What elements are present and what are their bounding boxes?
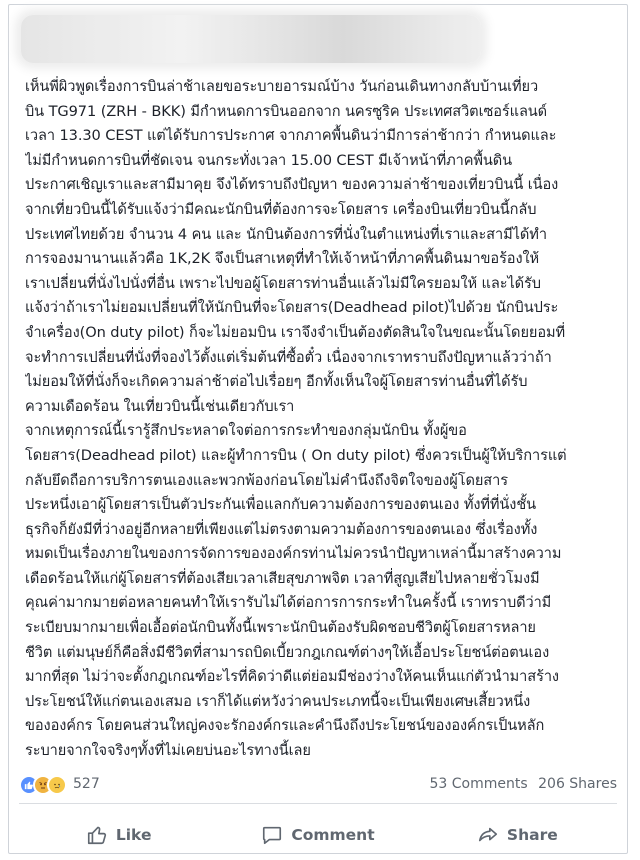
post-text-line: ประเทศไทยด้วย จำนวน 4 คน และ นักบินต้องการที่นั่งในตำแหน่งที่เราและสามีได้ทำ	[25, 225, 547, 243]
post-text-line: จากเที่ยวบินนี้ได้รับแจ้งว่ามีคณะนักบินที่ต้องการจะโดยสาร เครื่องบินเที่ยวบินนี้กลับ	[25, 200, 537, 218]
sad-reaction-icon[interactable]	[47, 775, 67, 795]
post-text-line: เราเปลี่ยนที่นั่งไปนั่งที่อื่น เพราะไปขอผู้โดยสารท่านอื่นแล้วไม่มีใครยอมให้ และได้รับ	[25, 274, 541, 292]
thumbs-up-icon	[86, 824, 108, 846]
post-text-line: หมดเป็นเรื่องภายในของการจัดการขององค์กรท่านไม่ควรนำปัญหาเหล่านี้มาสร้างความ	[25, 545, 562, 563]
post-actions	[19, 817, 617, 853]
post-text-line: การจองมานานแล้วคือ 1K,2K จึงเป็นสาเหตุที่ทำให้เจ้าหน้าที่ภาคพื้นดินมาขอร้องให้	[25, 250, 540, 268]
comment-count[interactable]: 53 Comments	[429, 776, 528, 792]
comment-button[interactable]	[218, 817, 417, 853]
post-text-line: ระเบียบมากมายเพื่อเอื้อต่อนักบินทั้งนี้เพราะนักบินต้องรับผิดชอบชีวิตผู้โดยสารหลาย	[25, 619, 536, 637]
post-text-line: กลับยึดถือการบริการตนเองและพวกพ้องก่อนโดยไม่คำนึงถึงจิตใจของผู้โดยสาร	[25, 471, 508, 489]
share-count[interactable]: 206 Shares	[538, 776, 617, 792]
like-button[interactable]	[19, 817, 218, 853]
post-text-line: ประหนึ่งเอาผู้โดยสารเป็นตัวประกันเพื่อแลกกับความต้องการของตนเอง ทั้งที่ที่นั่งชั้น	[25, 496, 536, 514]
post-card	[8, 4, 628, 854]
share-arrow-icon	[477, 824, 499, 846]
blurred-author-header	[21, 15, 481, 63]
post-text-line: เวลา 13.30 CEST แต่ได้รับการประกาศ จากภาคพื้นดินว่ามีการล่าช้ากว่า กำหนดและ	[25, 127, 557, 145]
reaction-count[interactable]: 527	[73, 776, 100, 792]
post-text-line: โดยสาร(Deadhead pilot) และผู้ทำการบิน ( On duty pilot) ซึ่งควรเป็นผู้ให้บริการแต่	[25, 446, 567, 464]
share-button[interactable]	[418, 817, 617, 853]
like-label: Like	[115, 826, 152, 844]
divider	[19, 803, 617, 804]
post-text-line: ธุรกิจก็ยังมีที่ว่างอยู่อีกหลายที่เพียงแต่ไม่ตรงตามความต้องการของตนเอง ซึ่งเรื่องทั้ง	[25, 520, 538, 538]
post-text-line: ชีวิต แต่มนุษย์ก็คือสิ่งมีชีวิตที่สามารถบิดเบี้ยวกฎเกณฑ์ต่างๆให้เอื้อประโยชน์ต่อตนเอง	[25, 643, 550, 661]
post-text-line: ไม่มีกำหนดการบินที่ชัดเจน จนกระทั่งเวลา 15.00 CEST มีเจ้าหน้าที่ภาคพื้นดิน	[25, 151, 513, 169]
post-text-line: แจ้งว่าถ้าเราไม่ยอมเปลี่ยนที่ให้นักบินที่จะโดยสาร(Deadhead pilot)ไปด้วย นักบินประ	[25, 299, 559, 317]
post-text-line: บิน TG971 (ZRH - BKK) มีกำหนดการบินออกจาก นครซูริค ประเทศสวิตเซอร์แลนด์	[25, 102, 548, 120]
post-text-line: ประกาศเชิญเราและสามีมาคุย จึงได้ทราบถึงปัญหา ของความล่าช้าของเที่ยวบินนี้ เนื่อง	[25, 176, 559, 194]
post-text-line: จากเหตุการณ์นี้เรารู้สึกประหลาดใจต่อการกระทำของกลุ่มนักบิน ทั้งผู้ขอ	[25, 422, 467, 440]
engagement-counts	[424, 776, 617, 792]
comment-label: Comment	[291, 826, 375, 844]
post-text-line: จะทำการเปลี่ยนที่นั่งที่จองไว้ตั้งแต่เริ่มต้นที่ซื้อตั๋ว เนื่องจากเราทราบถึงปัญหาแล้วว่าถ้า	[25, 348, 552, 366]
post-text-line: ระบายจากใจจริงๆทั้งที่ไม่เคยบ่นอะไรทางนี้เลย	[25, 742, 311, 760]
post-text-line: ความเดือดร้อน ในเที่ยวบินนี้เช่นเดียวกับเรา	[25, 397, 295, 415]
post-text	[25, 75, 625, 764]
post-stats-bar	[19, 773, 619, 797]
post-text-line: จำเครื่อง(On duty pilot) ก็จะไม่ยอมบิน เราจึงจำเป็นต้องตัดสินใจในขณะนั้นโดยยอมที่	[25, 323, 566, 341]
comment-bubble-icon	[261, 824, 283, 846]
post-text-line: ขององค์กร โดยคนส่วนใหญ่คงจะรักองค์กรและคำนึงถึงประโยชน์ขององค์กรเป็นหลัก	[25, 717, 545, 735]
post-text-line: เดือดร้อนให้แก่ผู้โดยสารที่ต้องเสียเวลาเสียสุขภาพจิต เวลาที่สูญเสียไปหลายชั่วโมงมี	[25, 569, 540, 587]
post-text-line: ไม่ยอมให้ที่นั่งก็จะเกิดความล่าช้าต่อไปเรื่อยๆ อีกทั้งเห็นใจผู้โดยสารท่านอื่นที่ได้รับ	[25, 373, 528, 391]
post-text-line: ประโยชน์ให้แก่ตนเองเสมอ เราก็ได้แต่หวังว่าคนประเภทนี้จะเป็นเพียงเศษเสี้ยวหนึ่ง	[25, 692, 531, 710]
post-text-line: เห็นพี่ผิวพูดเรื่องการบินล่าช้าเลยขอระบายอารมณ์บ้าง วันก่อนเดินทางกลับบ้านเที่ยว	[25, 78, 539, 95]
post-text-line: คุณค่ามากมายต่อหลายคนทำให้เรารับไม่ได้ต่อการการกระทำในครั้งนี้ เราทราบดีว่ามี	[25, 594, 552, 612]
share-label: Share	[506, 826, 558, 844]
post-text-line: มากที่สุด ไม่ว่าจะตั้งกฎเกณฑ์อะไรที่คิดว่าดีแต่ย่อมมีช่องว่างให้คนเห็นแก่ตัวนำมาสร้าง	[25, 668, 559, 686]
